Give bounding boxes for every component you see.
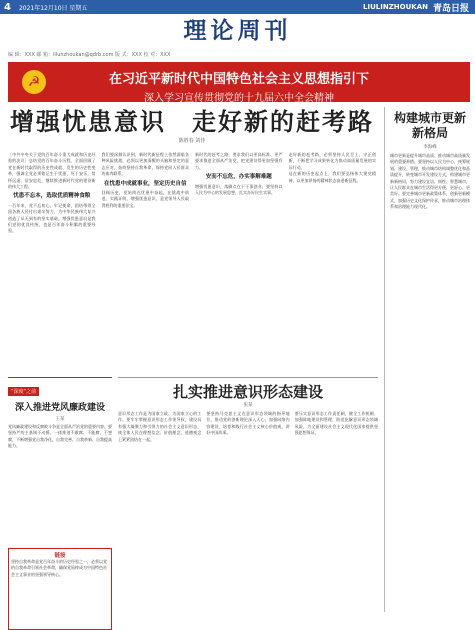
lower-column-1: 意识形态工作是为国家立政、为国家立心的工作。要牢牢掌握意识形态工作领导权，建设具有强大凝聚力和引领力的社会主义意识形态，使全体人民在理想信念、价值理念、道德观念上紧紧团结在一起。 (118, 411, 202, 442)
section-name: LIULINZHOUKAN (363, 3, 428, 11)
theme-banner (8, 62, 470, 102)
lower-main-article (118, 377, 378, 612)
paragraph: 我们要深刻认识到，新时代新征程上依然面临各种风险挑战，必须以更加清醒的头脑和坚定的意志应对，始终坚持自我革命，保持党同人民群众的血肉联系。 (101, 152, 189, 177)
banner-line-1: 在习近平新时代中国特色社会主义思想指引下 (108, 72, 369, 87)
editor-info: 编 辑：XXX 邮 箱：lilunzhoukan@qdrb.com 版 式：XXX 校 对：XXX (8, 52, 171, 58)
paragraph: 站在新的历史起点上，我们要弘扬伟大建党精神，以更加昂扬的精神状态奋进新征程。 (288, 171, 376, 183)
lower-left-byline: 王某 (55, 417, 65, 422)
issue-date: 2021年12月10日 星期五 (18, 4, 88, 12)
link-box-title: 链接 (54, 553, 66, 559)
masthead (0, 14, 475, 48)
lead-article-header (8, 107, 376, 151)
banner-line-2: 深入学习宣传贯彻党的十九届六中全会精神 (144, 93, 334, 104)
paragraph: 一百年来，党不忘初心、牢记使命，团结带领全国各族人民付出艰辛努力，为中华民族伟大复兴创造了从无到有的坚实基础。增强忧患意识是我们党的优良传统，也是百年奋斗积累的重要经验。 (8, 202, 96, 234)
link-box-text: 坚持自我革命是党百年奋斗的历史经验之一，必须以党的自我革命引领社会革命，确保党始终成为中国特色社会主义事业的坚强领导核心。 (11, 559, 107, 577)
subheading: 安而不忘危，办实事解难题 (205, 174, 272, 181)
side-article (384, 107, 470, 612)
lower-column-2: 要坚持马克思主义在意识形态领域的指导地位，推动党的创新理论深入人心，加强网络内容建设，培育和践行社会主义核心价值观，讲好中国故事。 (206, 411, 290, 436)
lead-article-body (8, 152, 376, 374)
column-tag: “深度”之前 (8, 387, 39, 396)
lower-left-body: 党风廉政建设和反腐败斗争是全面从严治党的重要内容。要坚持严的主基调不动摇，一体推进不敢腐、不能腐、不想腐，不断增强党自我净化、自我完善、自我革新、自我提高能力。 (8, 424, 112, 449)
page-header-bar (0, 0, 475, 14)
lead-column-4 (289, 152, 377, 374)
header-right (363, 1, 475, 14)
lower-left-article (8, 377, 112, 612)
lead-column-2 (102, 152, 190, 374)
lower-main-headline: 扎实推进意识形态建设 (172, 383, 323, 401)
paragraph: 新时代的赶考之路，要求我们以更高标准、更严要求推进全面从严治党，把党建设得更加坚强有力。 (195, 152, 283, 170)
newspaper-brand: 青岛日报 (432, 3, 469, 14)
side-byline: 李海峰 (423, 145, 437, 150)
paragraph: 〔中共中央关于党的百年奋斗重大成就和历史经验的决议〕总结党的百年奋斗历程，全面回顾了党在新时代取得的历史性成就、发生的历史性变革，强调全党必须铭记生于忧患、死于安乐，常怀远虑、居安思危，继续推进新时代党的建设新的伟大工程。 (8, 152, 96, 190)
lower-main-byline: 张某 (243, 403, 253, 408)
page-number: 4 (4, 1, 11, 13)
lower-main-body (118, 411, 378, 611)
paragraph: 增强忧患意识，落脚点在于干事创业。要坚持以人民为中心的发展思想，扎实办好民生实事。 (195, 183, 283, 196)
subheading: 在忧患中成就事业，坚定历史自信 (103, 180, 187, 187)
lead-headline: 增强忧患意识 走好新的赶考路 (10, 108, 374, 136)
masthead-title: 理论周刊 (183, 18, 292, 44)
lead-column-3 (195, 152, 283, 374)
party-emblem-icon: ☭ (22, 70, 46, 94)
lead-byline: 陈胜春 刘佳 (178, 138, 206, 144)
side-body: 城市更新是提升城市品质、推动城市高质量发展的重要举措。要坚持以人民为中心，统筹规划、建设、管理，推动城市结构调整优化和品质提升，转变城市开发建设方式，构建城市更新新格局，努力建设宜居、韧性、智慧城市，让人民群众在城市生活得更方便、更舒心、更美好。要完善城市更新政策体系，创新更新模式，加强历史文化保护传承，推动城市治理体系和治理能力现代化。 (390, 153, 470, 210)
subheading: 忧患不忘本，选取优质精神食粮 (13, 193, 91, 200)
lead-column-1 (8, 152, 96, 374)
side-headline: 构建城市更新新格局 (393, 111, 466, 140)
lower-left-headline: 深入推进党风廉政建设 (14, 403, 105, 413)
lower-column-3: 要压实意识形态工作责任制，健全工作机制，加强阵地建设和管理，防范化解意识形态领域风险，为全面建设社会主义现代化国家提供坚强思想保证。 (294, 411, 378, 436)
link-box (8, 548, 112, 630)
paragraph: 走好新的赶考路，必须坚持人民至上，守正创新，不断把学习成果转化为推动高质量发展的实际行动。 (288, 152, 376, 170)
paragraph: 回顾历史，党始终在忧患中奋起，在挑战中前进。实践证明，增强忧患意识，是党领导人民取得胜利的重要法宝。 (101, 190, 189, 208)
